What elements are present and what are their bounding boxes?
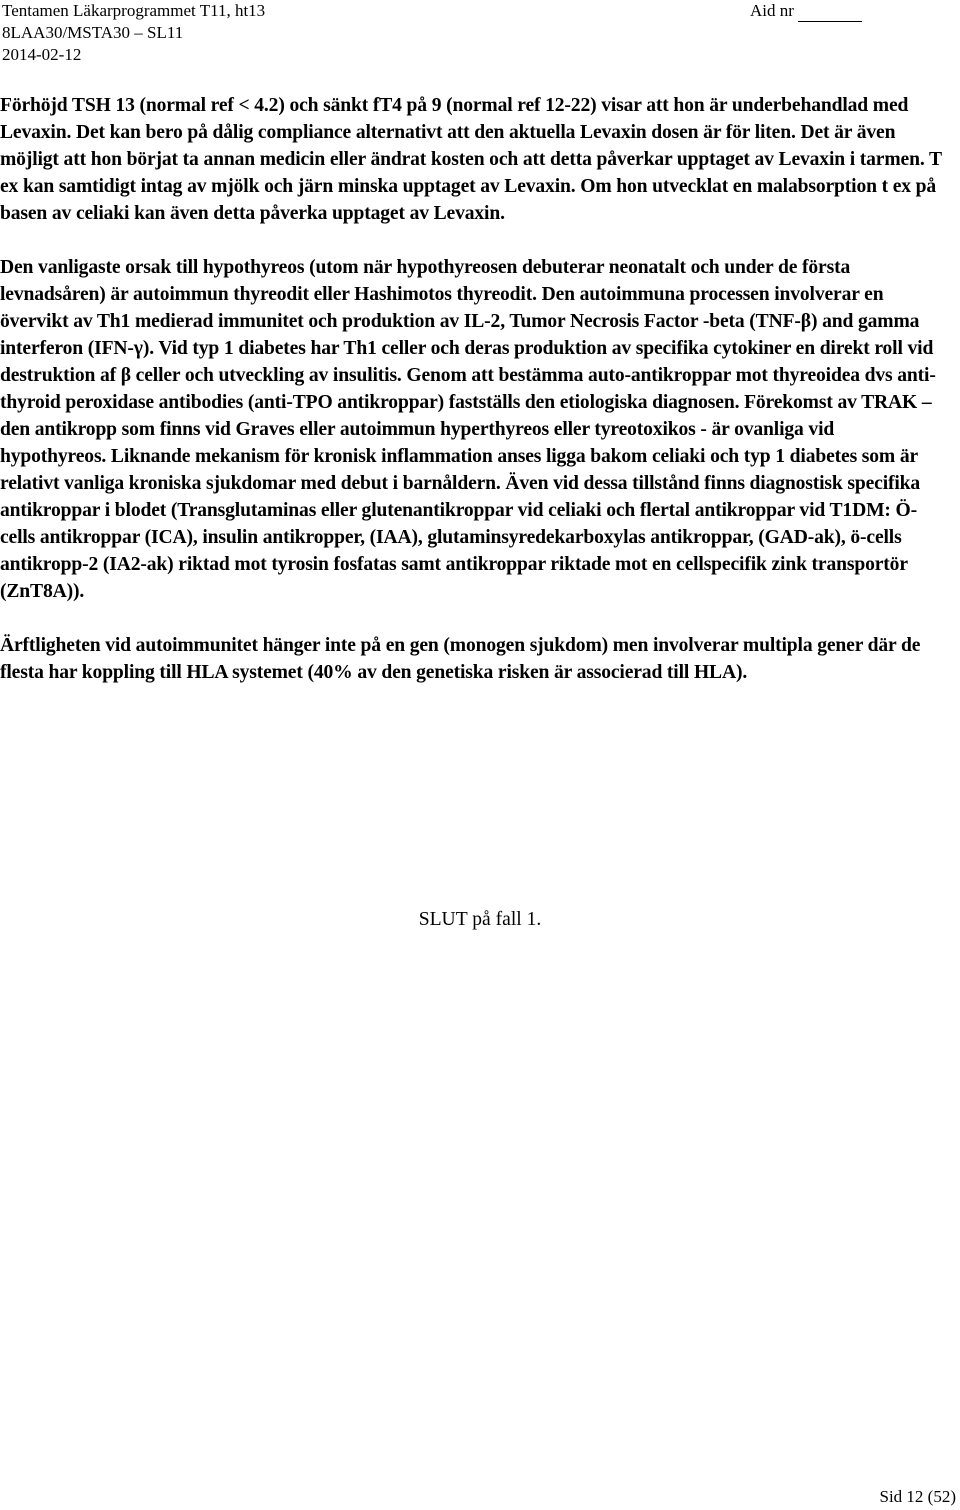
page-number: Sid 12 (52) <box>879 1487 956 1506</box>
paragraph-levaxin: Förhöjd TSH 13 (normal ref < 4.2) och sänkt fT4 på 9 (normal ref 12-22) visar att hon är underbehandlad med Levaxin. Det kan bero på dålig compliance alternativt att den aktuella Levaxin dosen är för liten. Det är även möjligt att hon börjat ta annan medicin eller ändrat kosten och att detta påverkar upptaget av Levaxin i tarmen. T ex kan samtidigt intag av mjölk och järn minska upptaget av Levaxin. Om hon utvecklat en malabsorption t ex på basen av celiaki kan även detta påverka upptaget av Levaxin. <box>0 95 942 224</box>
course-code: 8LAA30/MSTA30 – SL11 <box>2 23 184 42</box>
aid-number-field <box>750 0 862 22</box>
aid-blank-line <box>798 5 862 22</box>
answer-text <box>0 92 945 713</box>
aid-label: Aid nr <box>750 1 794 20</box>
paragraph-heredity: Ärftligheten vid autoimmunitet hänger inte på en gen (monogen sjukdom) men involverar multipla gener där de flesta har koppling till HLA systemet (40% av den genetiska risken är associerad till HLA). <box>0 635 921 683</box>
exam-title: Tentamen Läkarprogrammet T11, ht13 <box>2 1 266 20</box>
paragraph-autoimmunity: Den vanligaste orsak till hypothyreos (utom när hypothyreosen debuterar neonatalt och under de första levnadsåren) är autoimmun thyreodit eller Hashimotos thyreodit. Den autoimmuna processen involverar en övervikt av Th1 medierad immunitet och produktion av IL-2, Tumor Necrosis Factor -beta (TNF-β) and gamma interferon (IFN-γ). Vid typ 1 diabetes har Th1 celler och deras produktion av specifika cytokiner en direkt roll vid destruktion af β celler och utveckling av insulitis. Genom att bestämma auto-antikroppar mot thyreoidea dvs anti-thyroid peroxidase antibodies (anti-TPO antikroppar) fastställs den etiologiska diagnosen. Förekomst av TRAK – den antikropp som finns vid Graves eller autoimmun hyperthyreos eller tyreotoxikos - är ovanliga vid hypothyreos. Liknande mekanism för kronisk inflammation anses ligga bakom celiaki och typ 1 diabetes som är relativt vanliga kroniska sjukdomar med debut i barnåldern. Även vid dessa tillstånd finns diagnostisk specifika antikroppar i blodet (Transglutaminas eller glutenantikroppar vid celiaki och flertal antikroppar vid T1DM: Ö-cells antikroppar (ICA), insulin antikropper, (IAA), glutaminsyredekarboxylas antikroppar, (GAD-ak), ö-cells antikropp-2 (IA2-ak) riktad mot tyrosin fosfatas samt antikroppar riktade mot en cellspecifik zink transportör (ZnT8A)). <box>0 257 936 602</box>
exam-date: 2014-02-12 <box>2 45 82 64</box>
case-end-marker: SLUT på fall 1. <box>418 909 542 930</box>
